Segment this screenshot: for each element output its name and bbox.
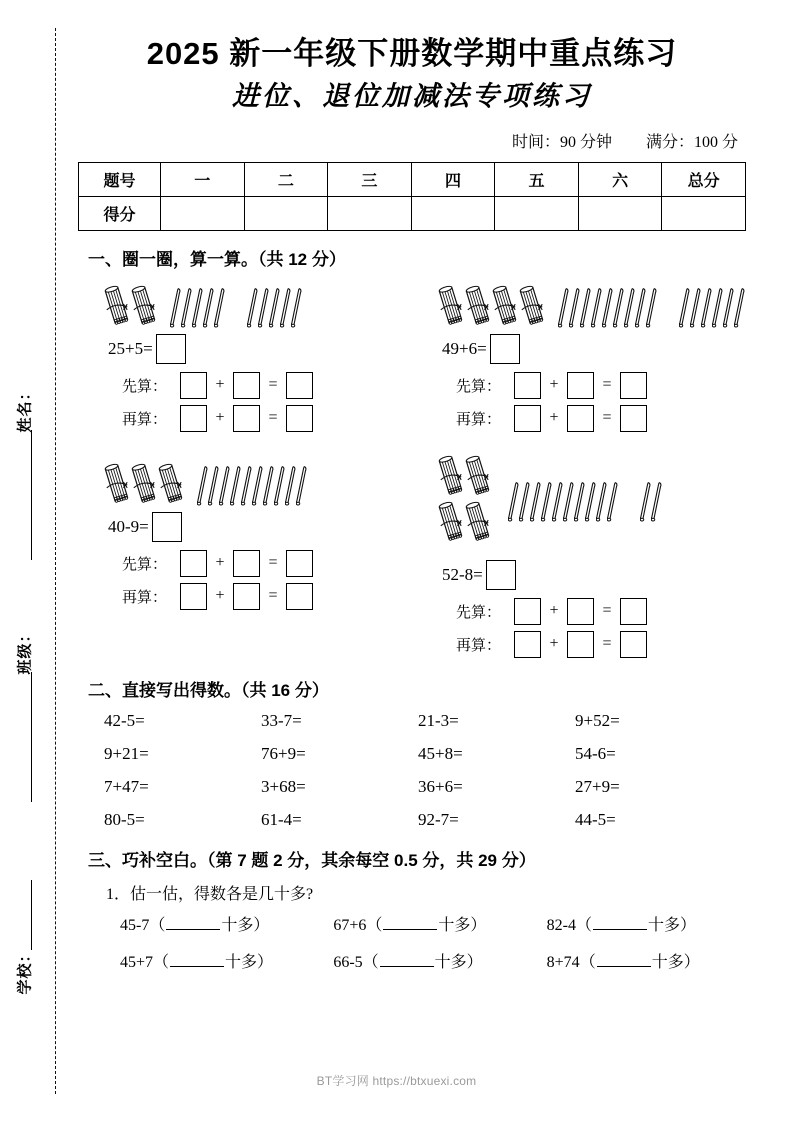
arith-item-11[interactable]: 36+6= [418,776,463,796]
loose-stick-icon [651,480,662,524]
bundle-group [438,284,546,330]
loose-stick-icon [679,286,690,330]
problem-4 [412,454,746,658]
step-input-box-a[interactable] [180,372,207,399]
score-col-4: 四 [411,162,495,196]
loose-stick-icon [241,464,252,508]
problem-expression: 52-8= [442,564,483,584]
arith-row-2 [104,744,734,764]
estimate-grid [120,912,760,972]
estimate-blank[interactable] [597,954,651,967]
estimate-suffix: 十多） [438,916,487,934]
table-row-headings [79,162,746,196]
score-table-row-label-2: 得分 [79,196,161,230]
loose-stick-icon [258,286,269,330]
arith-item-7[interactable]: 45+8= [418,743,463,763]
loose-stick-icon [591,286,602,330]
exam-meta [78,129,746,152]
second-step-row [412,405,746,432]
estimate-suffix: 十多） [225,953,274,971]
estimate-item [333,912,546,935]
student-name-rule [31,430,32,560]
bundle-group [438,454,494,546]
problem-3 [78,454,412,658]
second-step-row [412,631,746,658]
equals-operator: = [268,376,278,394]
first-step-label: 先算： [122,556,168,573]
arith-item-13[interactable]: 80-5= [104,809,145,829]
loose-stick-icon [170,286,181,330]
step-input-box-a[interactable] [180,550,207,577]
loose-stick-icon [285,464,296,508]
footer-watermark: BT学习网 https://btxuexi.com [316,1074,477,1088]
loose-stick-icon [563,480,574,524]
arith-row-1 [104,711,734,731]
answer-box[interactable] [490,334,520,364]
loose-stick-icon [635,286,646,330]
loose-stick-icon [203,286,214,330]
plus-operator: + [215,554,225,572]
sticks-illustration [412,276,746,330]
score-col-2: 二 [244,162,328,196]
estimate-suffix: 十多） [651,953,700,971]
student-name-label [0,384,46,433]
second-step-row [78,405,412,432]
loose-stick-icon [602,286,613,330]
step-result-box[interactable] [620,372,647,399]
estimate-blank[interactable] [383,917,437,930]
loose-stick-icon [558,286,569,330]
loose-stick-icon [569,286,580,330]
loose-stick-icon [519,480,530,524]
step-input-box-b[interactable] [567,372,594,399]
answer-box[interactable] [156,334,186,364]
arith-item-5[interactable]: 9+21= [104,743,149,763]
score-cell-5[interactable] [495,196,579,230]
step-input-box-b[interactable] [567,405,594,432]
estimate-blank[interactable] [593,917,647,930]
stick-bundle-icon [131,462,157,508]
exam-total-score: 满分：100 分 [645,133,738,151]
loose-stick-icon [263,464,274,508]
estimate-expression: 67+6 [333,916,367,934]
loose-stick-icon [640,480,651,524]
step-result-box[interactable] [620,598,647,625]
sticks-illustration [78,276,412,330]
loose-stick-icon [624,286,635,330]
score-table-row-label-1: 题号 [79,162,161,196]
problem-expression: 40-9= [108,516,149,536]
loose-stick-icon [296,464,307,508]
step-input-box-b[interactable] [233,405,260,432]
step-input-box-b[interactable] [233,550,260,577]
first-step-row [78,550,412,577]
loose-stick-icon [712,286,723,330]
problem-2 [412,276,746,432]
loose-stick-icon [596,480,607,524]
equals-operator: = [268,554,278,572]
student-school-text: 学校： [17,946,34,995]
plus-operator: + [549,635,559,653]
plus-operator: + [549,376,559,394]
score-cell-total[interactable] [662,196,746,230]
loose-stick-icon [552,480,563,524]
score-col-total: 总分 [662,162,746,196]
estimate-paren-open: （ [362,953,379,971]
stick-bundle-icon [104,462,130,508]
score-table [78,162,746,231]
loose-stick-icon [541,480,552,524]
score-col-3: 三 [328,162,412,196]
stick-bundle-icon [519,284,545,330]
arith-item-6[interactable]: 76+9= [261,743,306,763]
score-col-6: 六 [578,162,662,196]
step-result-box[interactable] [286,405,313,432]
stick-bundle-icon [438,284,464,330]
step-input-box-a[interactable] [514,631,541,658]
page-title: 2025 新一年级下册数学期中重点练习 [146,36,678,71]
estimate-row [120,949,760,972]
estimate-paren-open: （ [575,916,592,934]
estimate-item [547,949,760,972]
bundle-group [104,462,185,508]
estimate-item [120,949,333,972]
stick-bundle-icon [492,284,518,330]
first-step-label: 先算： [456,604,502,621]
step-input-box-b[interactable] [233,372,260,399]
score-col-1: 一 [161,162,245,196]
section-3-q1-label: 1．估一估，得数各是几十多? [106,885,314,903]
problem-expression: 25+5= [108,338,153,358]
section-1-heading: 一、圈一圈，算一算。（共 12 分） [88,249,346,269]
first-step-row [412,598,746,625]
problem-expression-line [78,332,412,366]
estimate-suffix: 十多） [434,953,483,971]
problem-expression: 49+6= [442,338,487,358]
answer-box[interactable] [486,560,516,590]
problem-expression-line [412,558,746,592]
score-cell-4[interactable] [411,196,495,230]
loose-stick-icon [580,286,591,330]
step-result-box[interactable] [620,405,647,432]
estimate-item [333,949,546,972]
estimate-expression: 45+7 [120,953,154,971]
second-step-label: 再算： [122,411,168,428]
step-input-box-a[interactable] [514,598,541,625]
table-row-scores [79,196,746,230]
equals-operator: = [268,587,278,605]
loose-stick-icon [613,286,624,330]
arith-item-9[interactable]: 7+47= [104,776,149,796]
loose-stick-icon [197,464,208,508]
arith-item-1[interactable]: 42-5= [104,710,145,730]
problem-1 [78,276,412,432]
stick-bundle-icon [465,454,491,500]
second-step-label: 再算： [456,411,502,428]
answer-box[interactable] [152,512,182,542]
first-step-label: 先算： [122,378,168,395]
estimate-expression: 66-5 [333,953,363,971]
estimate-blank[interactable] [170,954,224,967]
loose-stick-icon [646,286,657,330]
loose-stick-icon [219,464,230,508]
fold-dashed-line [55,28,56,1094]
estimate-paren-open: （ [153,953,170,971]
loose-stick-icon [585,480,596,524]
arith-row-3 [104,777,734,797]
student-class-text: 班级： [17,626,34,675]
loose-stick-icon [508,480,519,524]
stick-bundle-icon [438,500,464,546]
estimate-item [120,912,333,935]
estimate-expression: 45-7 [120,916,150,934]
step-input-box-b[interactable] [567,598,594,625]
step-input-box-a[interactable] [180,405,207,432]
step-input-box-a[interactable] [180,583,207,610]
plus-operator: + [549,602,559,620]
arith-item-14[interactable]: 61-4= [261,809,302,829]
score-col-5: 五 [495,162,579,196]
second-step-label: 再算： [122,589,168,606]
arith-item-2[interactable]: 33-7= [261,710,302,730]
stick-bundle-icon [465,284,491,330]
loose-stick-icon [192,286,203,330]
loose-stick-icon [230,464,241,508]
second-step-row [78,583,412,610]
step-input-box-a[interactable] [514,372,541,399]
student-school-label [0,946,46,995]
estimate-blank[interactable] [166,917,220,930]
step-result-box[interactable] [286,583,313,610]
estimate-item [547,912,760,935]
plus-operator: + [215,376,225,394]
step-result-box[interactable] [286,550,313,577]
problem-expression-line [78,510,412,544]
equals-operator: = [268,409,278,427]
estimate-row [120,912,760,935]
loose-stick-icon [574,480,585,524]
loose-stick-icon [247,286,258,330]
loose-stick-icon [701,286,712,330]
arithmetic-grid [104,711,734,830]
score-cell-6[interactable] [578,196,662,230]
second-step-label: 再算： [456,637,502,654]
step-input-box-b[interactable] [567,631,594,658]
estimate-paren-open: （ [366,916,383,934]
sticks-illustration [412,454,746,556]
estimate-paren-open: （ [149,916,166,934]
stick-bundle-icon [104,284,130,330]
arith-item-16[interactable]: 44-5= [575,809,616,829]
student-class-rule [31,672,32,802]
estimate-suffix: 十多） [648,916,697,934]
student-class-label [0,626,46,675]
equals-operator: = [602,376,612,394]
step-result-box[interactable] [286,372,313,399]
loose-stick-icon [269,286,280,330]
student-school-rule [31,880,32,950]
score-cell-3[interactable] [328,196,412,230]
student-name-text: 姓名： [17,384,34,433]
equals-operator: = [602,409,612,427]
stick-bundle-icon [465,500,491,546]
plus-operator: + [215,409,225,427]
loose-stick-icon [734,286,745,330]
first-step-row [78,372,412,399]
step-input-box-b[interactable] [233,583,260,610]
section-3-heading: 三、巧补空白。（第 7 题 2 分，其余每空 0.5 分，共 29 分） [88,850,536,870]
stick-bundle-icon [438,454,464,500]
loose-stick-icon [208,464,219,508]
arith-item-4[interactable]: 9+52= [575,710,620,730]
arith-item-8[interactable]: 54-6= [575,743,616,763]
loose-stick-icon [291,286,302,330]
sticks-illustration [78,454,412,508]
arith-item-10[interactable]: 3+68= [261,776,306,796]
first-step-row [412,372,746,399]
problem-expression-line [412,332,746,366]
equals-operator: = [602,602,612,620]
arith-row-4 [104,810,734,830]
first-step-label: 先算： [456,378,502,395]
worksheet-content [78,36,746,986]
estimate-expression: 8+74 [546,953,580,971]
loose-stick-icon [530,480,541,524]
loose-stick-icon [181,286,192,330]
arith-item-15[interactable]: 92-7= [418,809,459,829]
bundle-group [104,284,158,330]
plus-operator: + [215,587,225,605]
page-subtitle: 进位、退位加减法专项练习 [232,80,592,111]
step-result-box[interactable] [620,631,647,658]
loose-stick-icon [280,286,291,330]
loose-stick-icon [723,286,734,330]
section-2-heading: 二、直接写出得数。（共 16 分） [88,680,329,700]
section-1-problem-row-1 [78,276,746,432]
estimate-blank[interactable] [380,954,434,967]
step-input-box-a[interactable] [514,405,541,432]
stick-bundle-icon [131,284,157,330]
plus-operator: + [549,409,559,427]
arith-item-12[interactable]: 27+9= [575,776,620,796]
score-cell-2[interactable] [244,196,328,230]
equals-operator: = [602,635,612,653]
score-cell-1[interactable] [161,196,245,230]
estimate-expression: 82-4 [546,916,576,934]
estimate-paren-open: （ [579,953,596,971]
arith-item-3[interactable]: 21-3= [418,710,459,730]
loose-stick-icon [252,464,263,508]
section-1-problem-row-2 [78,454,746,658]
exam-time: 时间：90 分钟 [511,133,612,151]
loose-stick-icon [607,480,618,524]
loose-stick-icon [214,286,225,330]
estimate-suffix: 十多） [221,916,270,934]
stick-bundle-icon [158,462,184,508]
loose-stick-icon [274,464,285,508]
loose-stick-icon [690,286,701,330]
